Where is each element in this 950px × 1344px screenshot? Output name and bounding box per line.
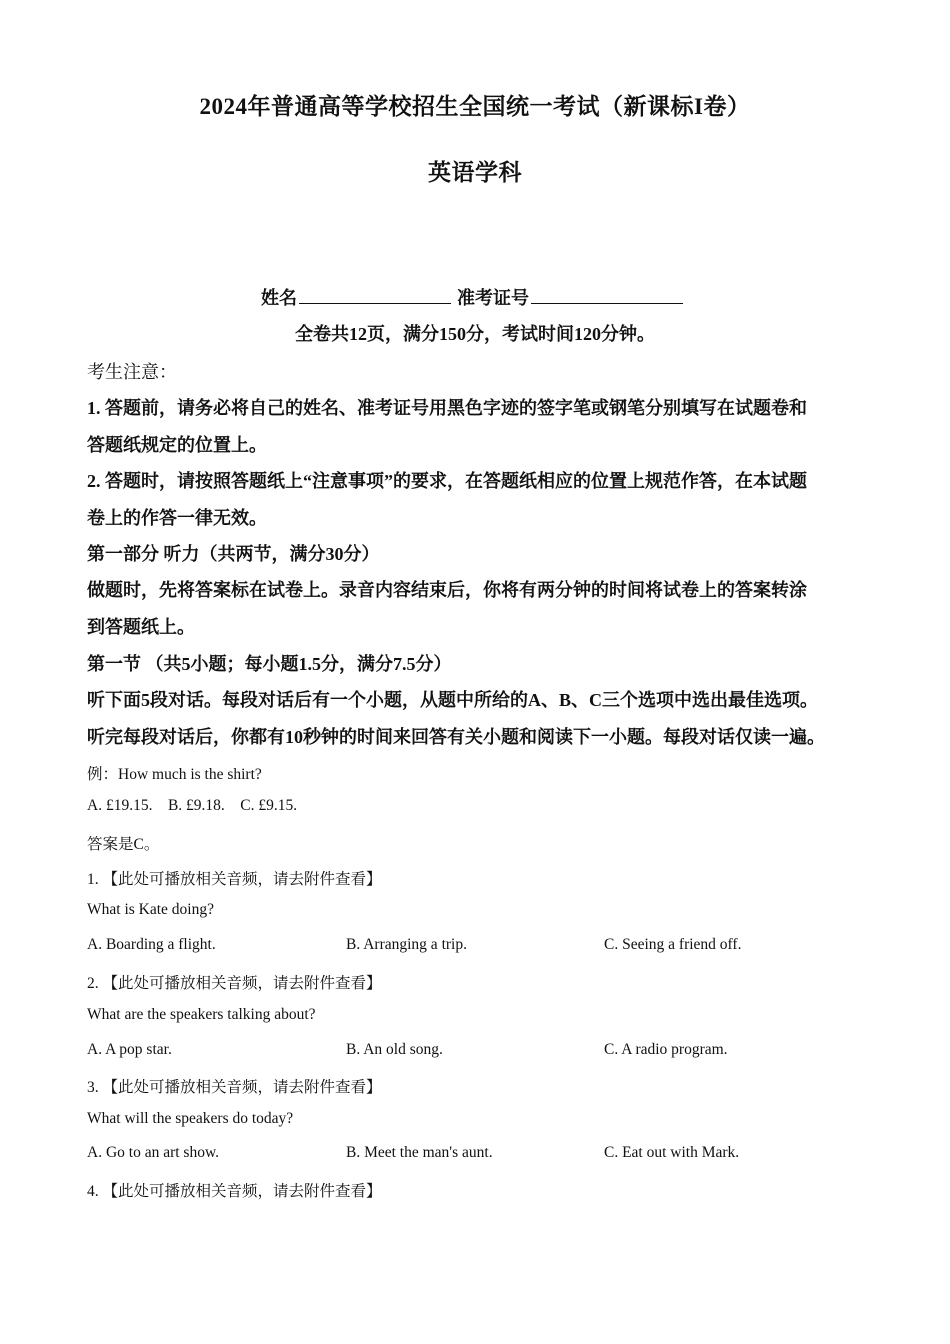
- example-options: A. £19.15. B. £9.18. C. £9.15.: [87, 797, 298, 814]
- part1-heading: 第一部分 听力（共两节，满分30分）: [87, 544, 380, 564]
- q1-question: What is Kate doing?: [87, 901, 214, 918]
- id-blank[interactable]: [531, 285, 683, 304]
- id-label: 准考证号: [457, 288, 529, 308]
- notice-heading: 考生注意：: [87, 362, 177, 382]
- q2-audio-note: 2. 【此处可播放相关音频，请去附件查看】: [87, 975, 382, 992]
- exam-title: 2024年普通高等学校招生全国统一考试（新课标I卷）: [199, 94, 751, 119]
- section1-heading: 第一节 （共5小题；每小题1.5分，满分7.5分）: [87, 654, 452, 674]
- section1-instruction-line-2: 听完每段对话后，你都有10秒钟的时间来回答有关小题和阅读下一小题。每段对话仅读一遍。: [87, 727, 825, 747]
- section1-instruction-line-1: 听下面5段对话。每段对话后有一个小题，从题中所给的A、B、C三个选项中选出最佳选项。: [87, 690, 818, 710]
- q2-option-a: A. A pop star.: [87, 1041, 172, 1058]
- part1-instruction-line-1: 做题时，先将答案标在试卷上。录音内容结束后，你将有两分钟的时间将试卷上的答案转涂: [87, 580, 807, 600]
- part1-instruction-line-2: 到答题纸上。: [87, 617, 195, 637]
- q2-option-b: B. An old song.: [346, 1041, 443, 1058]
- q3-audio-note: 3. 【此处可播放相关音频，请去附件查看】: [87, 1079, 382, 1096]
- q3-option-c: C. Eat out with Mark.: [604, 1144, 740, 1161]
- q3-option-b: B. Meet the man's aunt.: [346, 1144, 493, 1161]
- notice-item-1-line-2: 答题纸规定的位置上。: [87, 435, 267, 455]
- q3-option-a: A. Go to an art show.: [87, 1144, 220, 1161]
- example-question: 例：How much is the shirt?: [87, 766, 262, 783]
- exam-summary: 全卷共12页，满分150分，考试时间120分钟。: [295, 324, 655, 344]
- name-blank[interactable]: [299, 285, 451, 304]
- q1-option-b: B. Arranging a trip.: [346, 936, 467, 953]
- candidate-info-row: [0, 284, 950, 310]
- notice-item-1-line-1: 1. 答题前，请务必将自己的姓名、准考证号用黑色字迹的签字笔或钢笔分别填写在试题卷和: [87, 398, 807, 418]
- q1-option-a: A. Boarding a flight.: [87, 936, 216, 953]
- q1-audio-note: 1. 【此处可播放相关音频，请去附件查看】: [87, 871, 382, 888]
- q3-question: What will the speakers do today?: [87, 1110, 294, 1127]
- notice-item-2-line-1: 2. 答题时，请按照答题纸上“注意事项”的要求，在答题纸相应的位置上规范作答，在本试题: [87, 471, 807, 491]
- example-answer: 答案是C。: [87, 836, 160, 853]
- notice-item-2-line-2: 卷上的作答一律无效。: [87, 508, 267, 528]
- q2-question: What are the speakers talking about?: [87, 1006, 316, 1023]
- name-label: 姓名: [261, 288, 297, 308]
- q1-option-c: C. Seeing a friend off.: [604, 936, 742, 953]
- q4-audio-note: 4. 【此处可播放相关音频，请去附件查看】: [87, 1183, 382, 1200]
- exam-subject: 英语学科: [428, 160, 522, 185]
- q2-option-c: C. A radio program.: [604, 1041, 728, 1058]
